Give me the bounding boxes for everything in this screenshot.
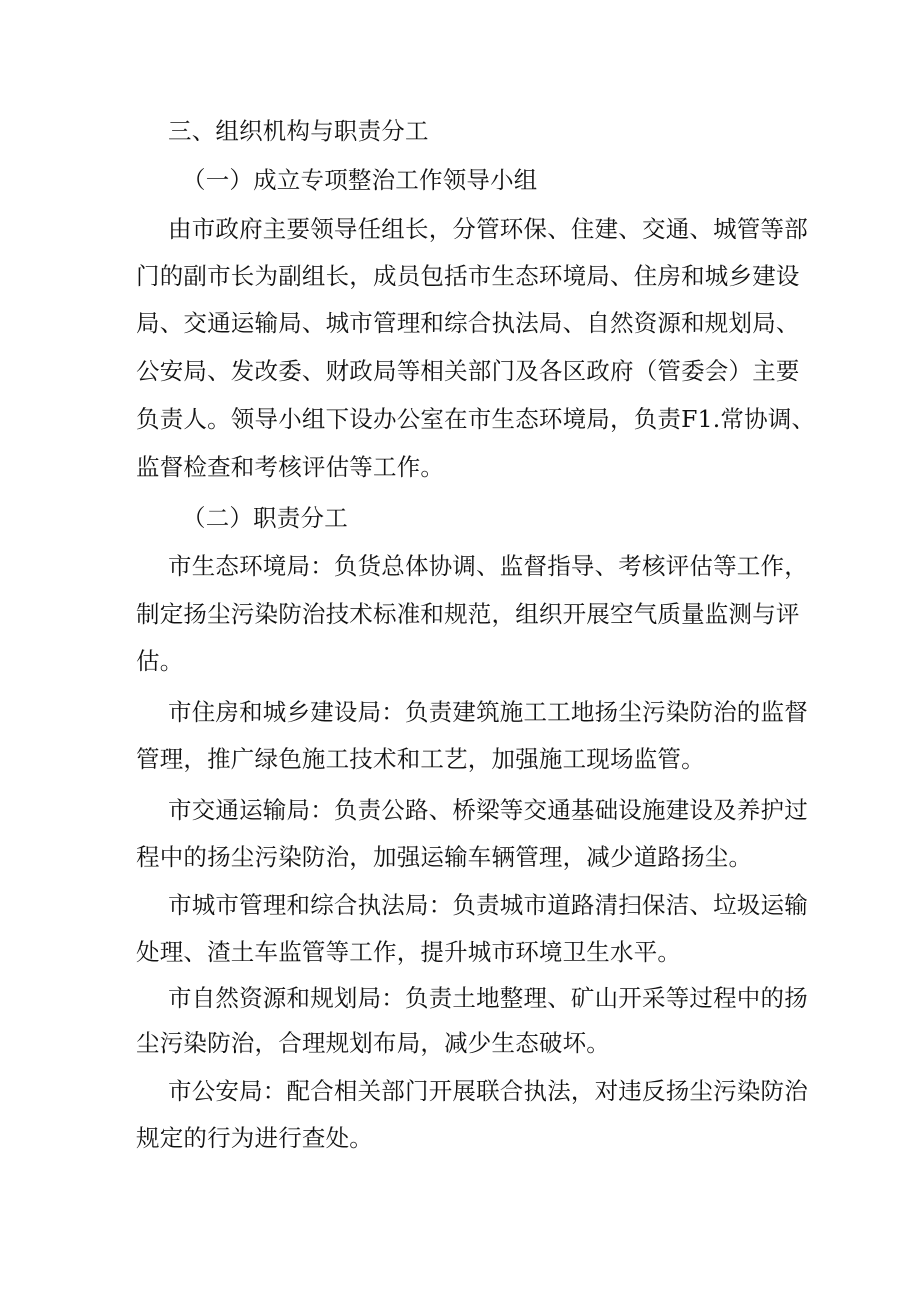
paragraph-line: 局、交通运输局、城市管理和综合执法局、自然资源和规划局、 [136, 309, 800, 337]
subsection-heading-1: （一）成立专项整治工作领导小组 [182, 166, 538, 194]
paragraph-line: 制定扬尘污染防治技术标准和规范，组织开展空气质量监测与评 [136, 600, 800, 628]
paragraph-line: 市交通运输局：负责公路、桥梁等交通基础设施建设及养护过 [168, 796, 808, 824]
paragraph-line: 监督检查和考核评估等工作。 [136, 453, 445, 481]
paragraph-line: 公安局、发改委、财政局等相关部门及各区政府（管委会）主要 [136, 357, 800, 385]
paragraph-line: 门的副市长为副组长，成员包括市生态环境局、住房和城乡建设 [136, 262, 800, 290]
paragraph-line: 市城市管理和综合执法局：负责城市道路清扫保洁、垃圾运输 [168, 891, 808, 919]
paragraph-line: 规定的行为进行查处。 [136, 1124, 373, 1152]
paragraph-line: 程中的扬尘污染防治，加强运输车辆管理，减少道路扬尘。 [136, 843, 753, 871]
paragraph-line: 估。 [136, 647, 184, 675]
paragraph-line: 市自然资源和规划局：负责土地整理、矿山开采等过程中的扬 [168, 984, 808, 1012]
paragraph-line: 由市政府主要领导任组长，分管环保、住建、交通、城管等部 [168, 215, 808, 243]
paragraph-line: 市生态环境局：负货总体协调、监督指导、考核评估等工作， [168, 552, 808, 580]
paragraph-line: 管理，推广绿色施工技术和工艺，加强施工现场监管。 [136, 745, 705, 773]
paragraph-line: 负责人。领导小组下设办公室在市生态环境局，负责F1.常协调、 [136, 405, 816, 433]
paragraph-line: 处理、渣土车监管等工作，提升城市环境卫生水平。 [136, 938, 682, 966]
paragraph-line: 市住房和城乡建设局：负责建筑施工工地扬尘污染防治的监督 [168, 698, 808, 726]
section-heading: 三、组织机构与职责分工 [168, 117, 429, 145]
paragraph-line: 尘污染防治，合理规划布局，减少生态破坏。 [136, 1029, 610, 1057]
subsection-heading-2: （二）职责分工 [182, 504, 348, 532]
paragraph-line: 市公安局：配合相关部门开展联合执法，对违反扬尘污染防治 [168, 1077, 808, 1105]
